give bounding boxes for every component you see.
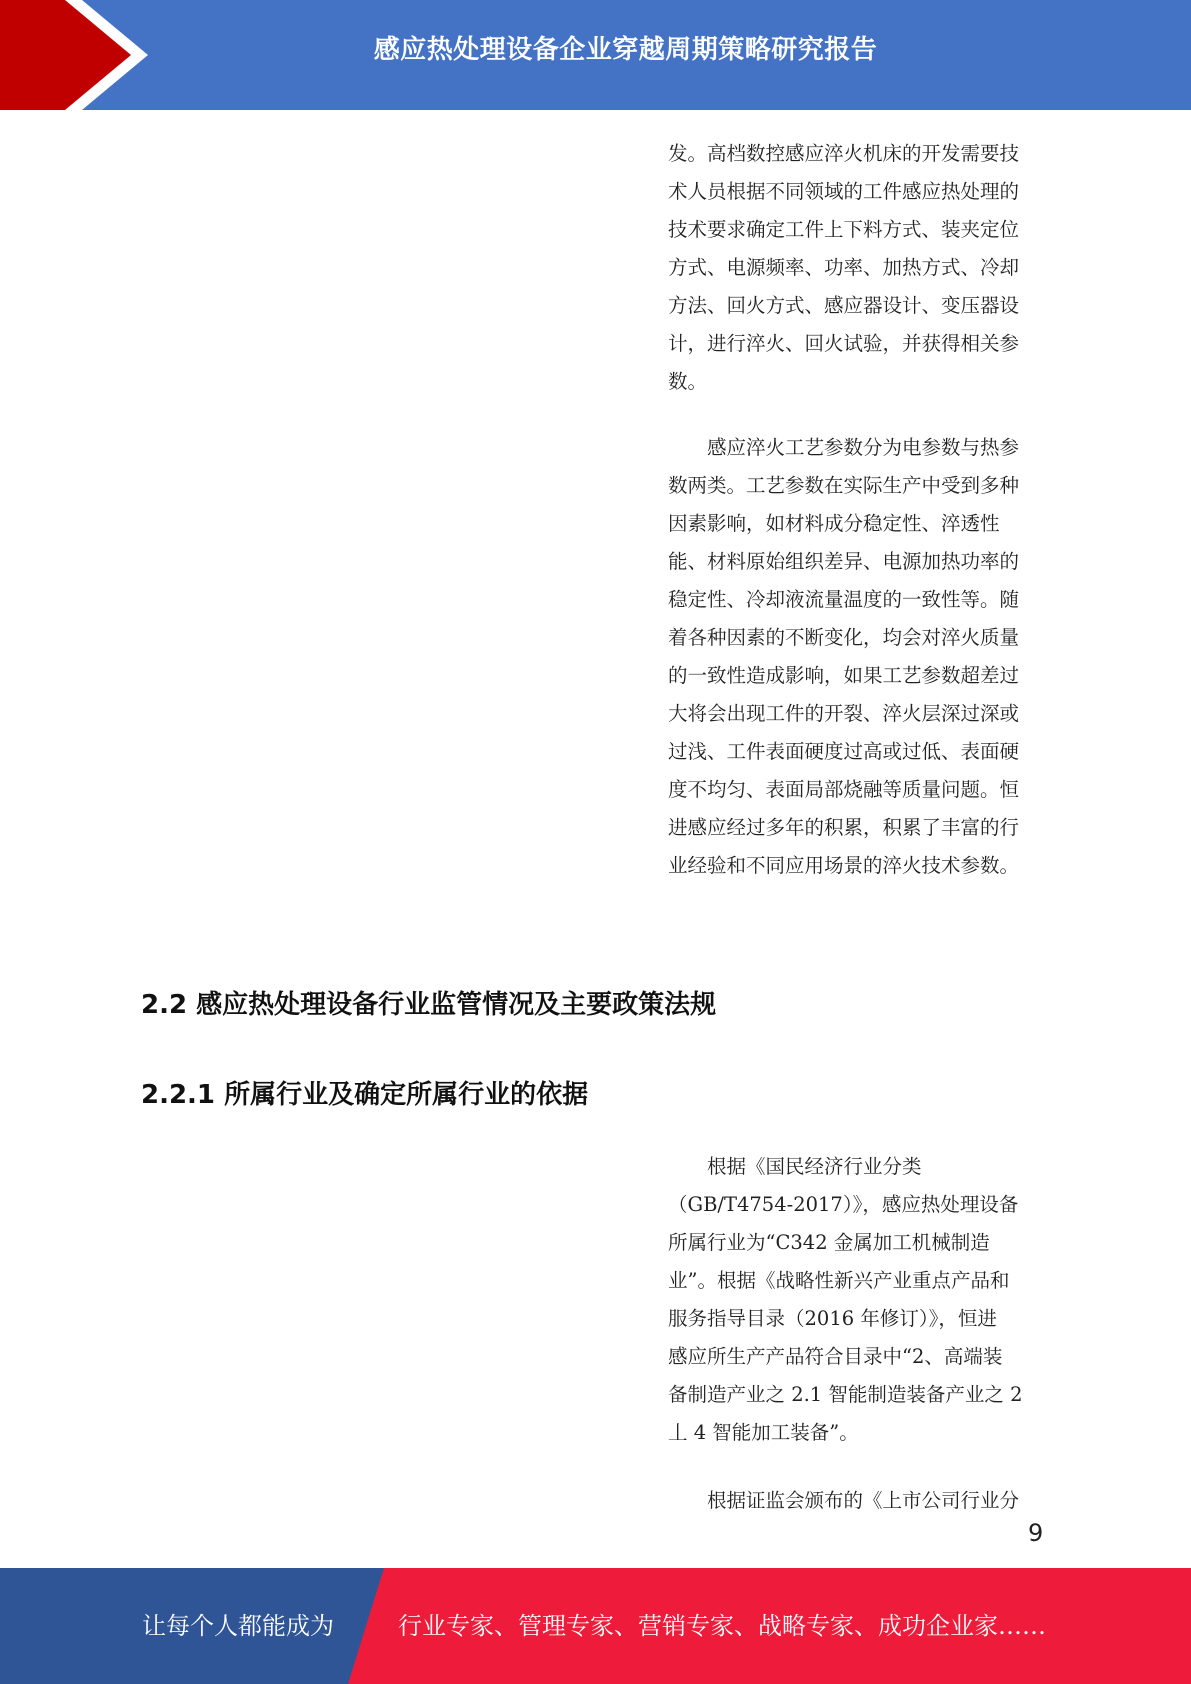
subsection-heading: 2.2.1 所属行业及确定所属行业的依据 [141, 1080, 589, 1110]
paragraph-1 [668, 135, 1045, 401]
text-line: 因素影响，如材料成分稳定性、淬透性 [668, 512, 1000, 535]
text-line: 能、材料原始组织差异、电源加热功率的 [668, 550, 1020, 573]
text-line: 数。 [668, 370, 708, 393]
text-line: 备制造产业之 2.1 智能制造装备产业之 2 [668, 1383, 1023, 1406]
footer-slogan-right: 行业专家、管理专家、营销专家、战略专家、成功企业家…… [398, 1612, 1046, 1640]
text-line: 丄 4 智能加工装备”。 [668, 1421, 859, 1444]
text-line: 技术要求确定工件上下料方式、装夹定位 [668, 218, 1020, 241]
text-line: 感应淬火工艺参数分为电参数与热参 [668, 436, 1020, 459]
page-header [0, 0, 1191, 110]
text-line: 过浅、工件表面硬度过高或过低、表面硬 [668, 740, 1020, 763]
text-line: 数两类。工艺参数在实际生产中受到多种 [668, 474, 1020, 497]
text-line: 的一致性造成影响，如果工艺参数超差过 [668, 664, 1020, 687]
footer-slogan-left: 让每个人都能成为 [142, 1612, 334, 1640]
text-line: 稳定性、冷却液流量温度的一致性等。随 [668, 588, 1020, 611]
text-line: 服务指导目录（2016 年修订）》，恒进 [668, 1307, 997, 1330]
text-line: 进感应经过多年的积累，积累了丰富的行 [668, 816, 1020, 839]
text-line: 发。高档数控感应淬火机床的开发需要技 [668, 142, 1020, 165]
paragraph-3 [668, 1148, 1045, 1452]
text-line: 计，进行淬火、回火试验，并获得相关参 [668, 332, 1020, 355]
text-line: 大将会出现工件的开裂、淬火层深过深或 [668, 702, 1020, 725]
text-line: 感应所生产产品符合目录中“2、高端装 [668, 1345, 1003, 1368]
text-line: （GB/T4754-2017）》，感应热处理设备 [668, 1193, 1019, 1216]
text-line: 度不均匀、表面局部烧融等质量问题。恒 [668, 778, 1020, 801]
text-line: 方式、电源频率、功率、加热方式、冷却 [668, 256, 1020, 279]
paragraph-4 [668, 1482, 1045, 1520]
text-line: 根据证监会颁布的《上市公司行业分 [668, 1489, 1020, 1512]
paragraph-2 [668, 429, 1045, 885]
section-heading: 2.2 感应热处理设备行业监管情况及主要政策法规 [141, 990, 717, 1020]
text-line: 所属行业为“C342 金属加工机械制造 [668, 1231, 990, 1254]
page-footer [0, 1568, 1191, 1684]
text-line: 着各种因素的不断变化，均会对淬火质量 [668, 626, 1020, 649]
report-title: 感应热处理设备企业穿越周期策略研究报告 [373, 35, 878, 65]
text-line: 业”。根据《战略性新兴产业重点产品和 [668, 1269, 1010, 1292]
page-number: 9 [1028, 1519, 1044, 1547]
text-line: 术人员根据不同领域的工件感应热处理的 [668, 180, 1020, 203]
text-line: 方法、回火方式、感应器设计、变压器设 [668, 294, 1020, 317]
text-line: 业经验和不同应用场景的淬火技术参数。 [668, 854, 1020, 877]
text-line: 根据《国民经济行业分类 [668, 1155, 922, 1178]
